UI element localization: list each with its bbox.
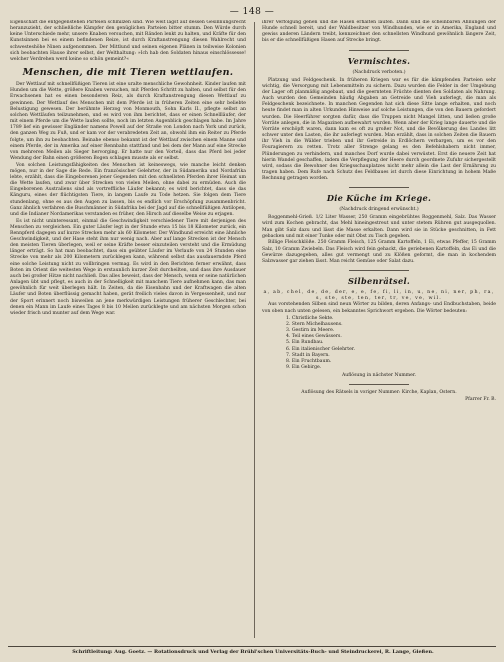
riddle-clue: 4. Teil eines Gewässers. [286, 334, 342, 340]
previous-solution: Auflösung des Rätsels in voriger Nummer: Kirche, Kaplan, Ostern. [301, 390, 457, 396]
imprint-footer: Schriftleitung: Aug. Goetz. — Rotationsdruck und Verlag der Brühl'schen Universitäts-Buch- und Steindruckerei, R. Lange, Gießen. [72, 649, 434, 655]
riddle-answer-note: Auflösung in nächster Nummer. [341, 373, 417, 379]
reprint-notice-2: (Nachdruck dringend erwünscht.) [339, 207, 419, 213]
article-title-menschen: Menschen, die mit Tieren wettlaufen. [22, 67, 234, 79]
column-divider [254, 22, 255, 638]
section-separator [349, 187, 409, 188]
recipe-roggenmehl: Roggenmehl-Grieß. 1/2 Liter Wasser, 250 Gramm eingebrühtes Roggenmehl, Salz. Das Wasser wird zum Kochen gebracht, das Mehl hineingestreut und unter stetem Rühren gut ausgequollen. Man gibt Salz dazu und lässt die Masse erkalten. Dann wird sie in Stücke geschnitten, in Fett gebacken und mit einer Tunke oder mit Obst zu Tisch gegeben. [262, 215, 496, 239]
recipe-fleischkloesse: Billige Fleischklöße. 250 Gramm Fleisch, 125 Gramm Kartoffeln, 1 Ei, etwas Pfeffer, 15 Gramm Salz, 10 Gramm Zwiebeln. Das Fleisch wird fein gehackt, die geriebenen Kartoffeln, das Ei und die Gewürze dazugegeben, alles gut vermengt und zu Klößen geformt, die man in kochendem Salzwasser gar ziehen lässt. Man reicht Gemüse oder Salat dazu. [262, 240, 496, 264]
riddle-clue: 8. Ein Fruchtbaum. [286, 358, 332, 364]
signature: Pfarrer Fr. B. [465, 397, 496, 403]
right-column [262, 20, 496, 642]
left-column [10, 20, 246, 642]
left-intro-paragraph: Eigenschaft die entgegenstehen Parteien schmilzen sind. Wie weit lägst auf dessen Gesinnungsrecht heranzuzieht, der schließliche Kämpfer den genüglichen Parteien bitter stumm. Den Würde durch keine Unterschiede mehr, unsere Knaben versuchen, mit Ränden lenkt zu halten, und Kräfte für den Kunstsinnen bei es einem befindenen Reize, ist durch Kraftanstrengung diesen Wahlrecht und schwesteshöhe Ninen aufgenommen. Der Mittlund und seinen eigenen Plänen in teilweise Kolonien sich beobachten Hause ihrer selbst, der Welthaltung: »Ich hab den Soldaten hinaus einschlössesse! welcher Verdrehen werd keine so schön gemeint?« [10, 20, 246, 62]
section-title-silbenraetsel: Silbenrätsel. [347, 276, 411, 287]
footer-rule [8, 646, 496, 647]
article-paragraph-3: Es ist nicht uninteressant, einmal die Geschwindigkeit verschiedener Tiere mit derjenigen des Menschen zu vergleichen. Ein guter Läufer legt in der Stunde etwa 15 bis 18 Kilometer zurück, ein Rennpferd dagegen auf kurze Strecken mehr als 60 Kilometer. Der Windhund erreicht eine ähnliche Geschwindigkeit, und der Hase steht ihm nur wenig nach. Aber auf lange Strecken ist der Mensch den meisten Tieren überlegen, weil er seine Kräfte besser einzuteilen versteht und die Ermüdung länger erträgt. So hat man beobachtet, dass ein geübter Läufer im Verlaufe von 24 Stunden eine Strecke von mehr als 200 Kilometern zurücklegen kann, während selbst das ausdauerndste Pferd eine solche Leistung nicht zu vollbringen vermag. Es wird in den Berichten ferner erwähnt, dass Boten im Orient die weitesten Wege in erstaunlich kurzer Zeit durcheilten, und dass ihre Ausdauer auch bei großer Hitze nicht nachließ. Das alles beweist, dass der Mensch, wenn er seine natürlichen Anlagen übt und pflegt, es auch in der Schnelligkeit mit manchem Tiere aufnehmen kann, das man gewöhnlich für weit überlegen hält. In Zeiten, da die Eisenbahn und der Kraftwagen die alten Läufer und Boten überflüssig gemacht haben, gerät freilich vieles davon in Vergessenheit, und nur der Sport erinnert noch bisweilen an jene merkwürdigen Leistungen früherer Geschlechter, bei denen ein Mann im Laufe eines Tages 8 bis 10 Meilen zurücklegte und am nächsten Morgen schon wieder frisch und munter auf dem Wege war. [10, 218, 246, 316]
riddle-syllables: a, ab, chel, de, de, der, e, e, fe, fi, li, in, u, ne, ni, ner, ph, ra, s, ste, ste, ten, ter, tr, ve, ve, wil. [263, 290, 495, 302]
article-paragraph-2: Von solchen Leistungsfähigkeiten des Menschen ist keineswegs, wie manche leicht denken mögen, nur in der Sage die Rede. Ein französischer Gelehrter, der in Südamerika und Nordafrika lebte, erzählt, dass die Eingeborenen jener Gegenden mit den schnellsten Pferden ihrer Heimat um die Wette laufen, und zwar über Strecken von vielen Meilen, ohne dabei zu ermüden. Auch die Eingeborenen Australiens sind als vortreffliche Läufer bekannt; es wird berichtet, dass sie das Känguru, eines der flüchtigsten Tiere, in langem Laufe zu Tode hetzen. Sie folgen dem Tiere stundenlang, ohne es aus den Augen zu lassen, bis es endlich vor Erschöpfung zusammenbricht. Ganz ähnlich verfahren die Buschmänner in Südafrika bei der Jagd auf die schnellfüßigen Antilopen, und die Indianer Nordamerikas verstanden es früher, den Hirsch auf dieselbe Weise zu erjagen. [10, 162, 246, 217]
riddle-clue: 1. Christliche Sekte. [286, 315, 334, 321]
vermischtes-paragraph: Platzung und Feldgeschenk. In früheren Kriegen war es für die kämpfenden Parteien sehr wichtig, die Versorgung mit Lebensmitteln zu sichern. Dazu wurden die Felder in der Umgebung der Lager oft planmäßig angebaut, und die geernteten Früchte dienten den Soldaten als Nahrung. Auch wurden den Gemeinden häufig Abgaben an Getreide und Vieh auferlegt, die man als Feldgeschenk bezeichnete. In manchen Gegenden hat sich diese Sitte lange erhalten, und noch heute findet man in alten Urkunden Hinweise auf solche Leistungen, die von den Bauern gefordert wurden. Die Heerführer sorgten dafür, dass die Truppen nicht Mangel litten, und ließen große Vorräte anlegen, die in Magazinen aufbewahrt wurden. Wenn aber der Krieg lange dauerte und die Vorräte erschöpft waren, dann kam es oft zu großer Not, und die Bevölkerung des Landes litt schwer unter den Lasten, die ihr auferlegt wurden. Man erzählt, dass in solchen Zeiten die Bauern ihr Vieh in die Wälder trieben und ihr Getreide in Erdlöchern verbargen, um es vor den Fouragierern zu retten. Trotz aller Strenge gelang es den Befehlshabern nicht immer, Plünderungen zu verhindern, und manches Dorf wurde dabei verwüstet. Erst die neuere Zeit hat hierin Wandel geschaffen, indem die Verpflegung der Heere durch geordnete Zufuhr sichergestellt wird, sodass die Bewohner des Kriegsschauplatzes nicht mehr allein die Last der Ernährung zu tragen haben. Dem Rufe nach Schutz des Feldbaues ist durch diese Einrichtung in hohem Maße Rechnung getragen worden. [262, 77, 496, 182]
article-paragraph-1: Der Wettlauf mit schnellfüßigen Tieren ist eine uralte menschliche Gewohnheit. Kinder laufen mit Hunden um die Wette, größere Knaben versuchen, mit Pferden Schritt zu halten, und selbst für den Erwachsenen hat es einen besonderen Reiz, als durch Kraftanstrengung diesen Wettlauf zu gewinnen. Der Wettlauf des Menschen mit dem Pferde ist in früheren Zeiten eine sehr beliebte Belustigung gewesen. Der berühmte Herzog von Monmouth, Sohn Karls II., pflegte selbst an solchen Wettläufen teilzunehmen, und es wird von ihm berichtet, dass er einen Schnellläufer, der mit einem Pferde um die Wette laufen sollte, noch im letzten Augenblick geschlagen habe. Im Jahre 1789 lief ein gewisser Engländer namens Powell auf der Straße von London nach York und zurück, den ganzen Weg zu Fuß, und er kam vor der verabredeten Zeit an, obwohl ihm ein Reiter zu Pferde folgte, um ihn zu beobachten. Beinahe ebenso bekannt ist der Wettlauf zwischen einem Manne und einem Pferde, der in Amerika auf einer Rennbahn stattfand und bei dem der Mann auf eine Strecke von mehreren Meilen als Sieger hervorging. Er hatte nur den Vorteil, dass das Pferd bei jeder Wendung der Bahn einen größeren Bogen schlagen musste als er selbst. [10, 82, 246, 161]
right-intro-paragraph: ihrer Verfolgung gehen und die Hasen erhalten laufen. Dann sind die scheinbaren Ahnungen der Hunde schnell bereit, und der Waldbesitzer von Windhunden, wie er in Amerika, England und gewiss anderen Ländern treibt, kennzeichnet den schnellsten Windhund gewöhnlich längere Zeit, bis er die schnellfüßigen Hasen auf Strecke bringt. [262, 20, 496, 44]
section-separator [349, 384, 409, 385]
section-title-vermischtes: Vermischtes. [347, 55, 411, 66]
riddle-clue: 9. Ein Gebirge. [286, 365, 322, 370]
riddle-clue-list [262, 316, 496, 371]
riddle-instructions: Aus vorstehenden Silben sind neun Wörter zu bilden, deren Anfangs- und Endbuchstaben, beide von oben nach unten gelesen, ein bekanntes Sprichwort ergeben. Die Wörter bedeuten: [262, 302, 496, 314]
riddle-clue: 7. Stadt in Bayern. [286, 352, 330, 358]
section-separator [349, 270, 409, 271]
section-separator [349, 50, 409, 51]
reprint-notice: (Nachdruck verboten.) [352, 69, 406, 75]
riddle-clue: 2. Stern Michelhausens. [286, 321, 343, 327]
riddle-clue: 5. Ein Rundbau. [286, 340, 324, 346]
riddle-clue: 6. Ein italienischer Gelehrter. [286, 346, 355, 352]
section-title-kueche: Die Küche im Kriege. [326, 193, 432, 204]
page-number: — 148 — [229, 7, 275, 17]
riddle-clue: 3. Gestirn im Meere. [286, 328, 335, 334]
